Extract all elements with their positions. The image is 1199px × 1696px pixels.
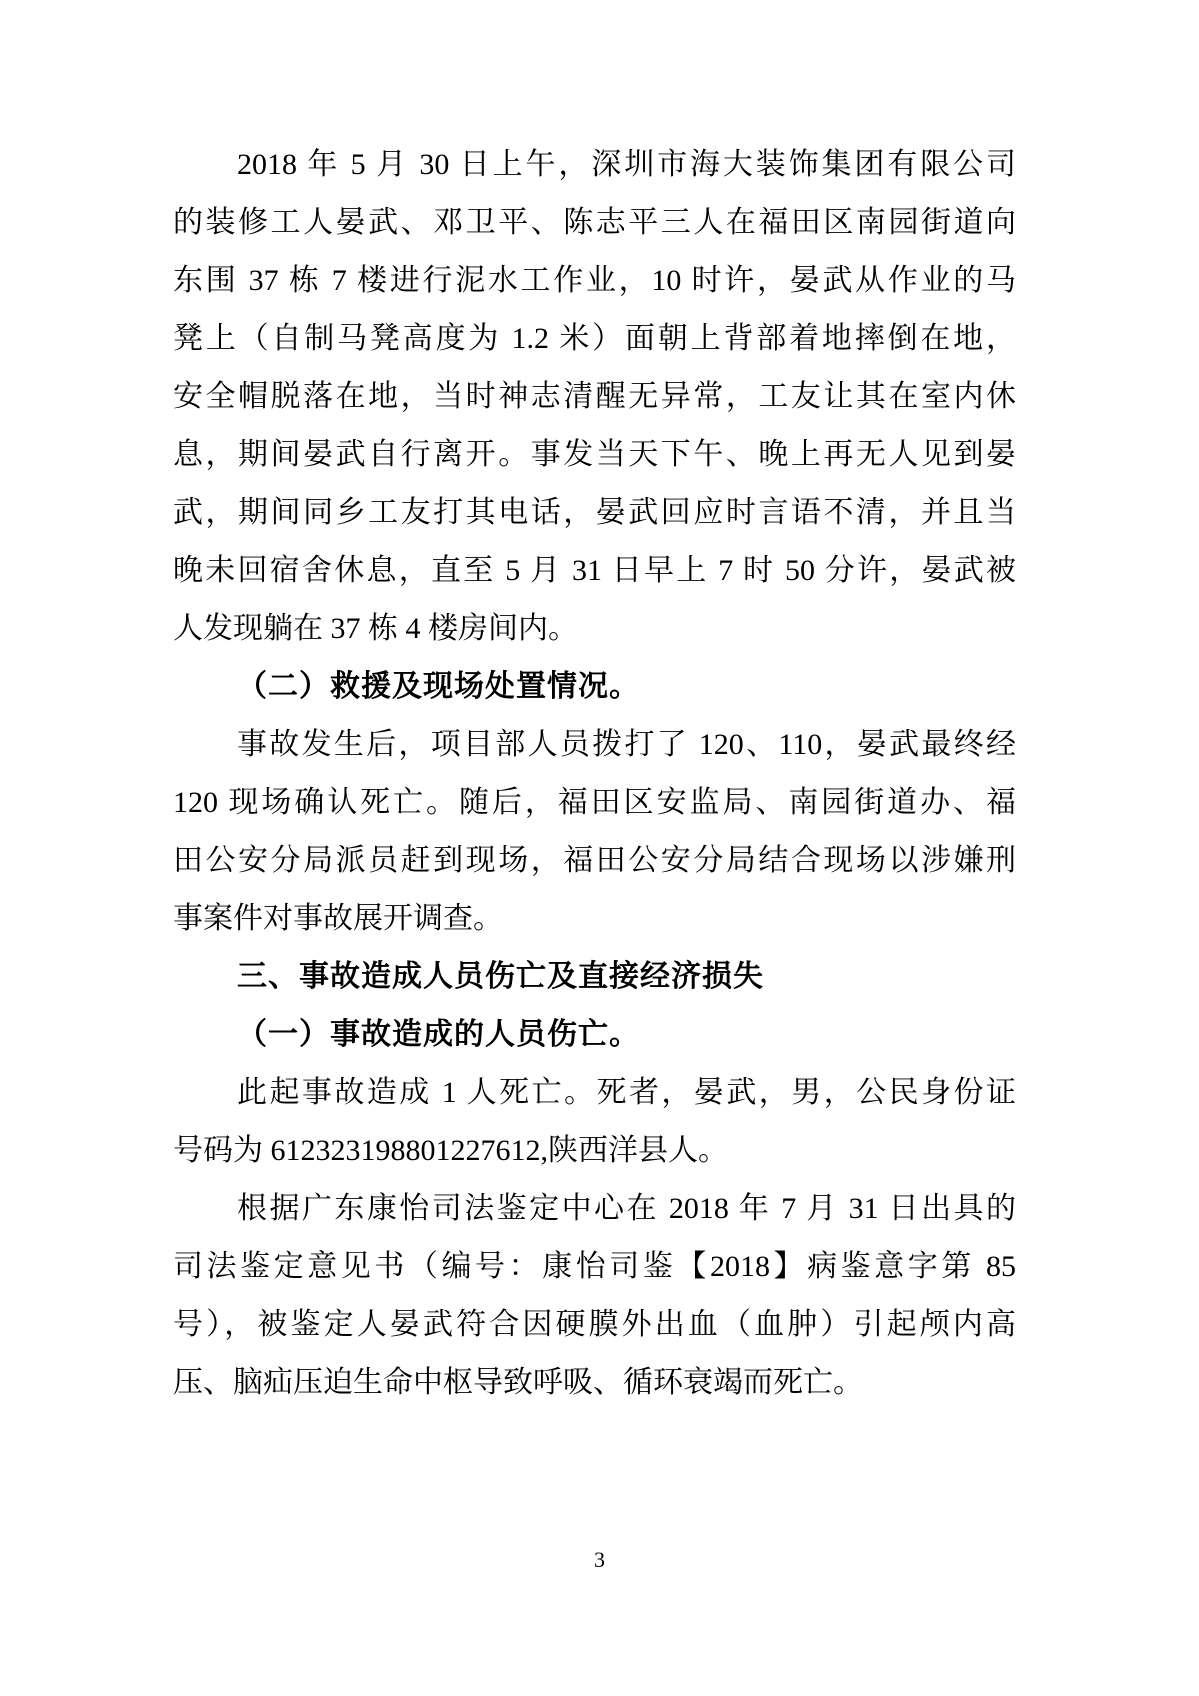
text-line: 号），被鉴定人晏武符合因硬膜外出血（血肿）引起颅内高 [173,1308,1016,1341]
text-line: 2018 年 5 月 30 日上午，深圳市海大装饰集团有限公司 [237,148,1016,181]
paragraph-rescue-response [173,716,1016,948]
section-heading-rescue: （二）救援及现场处置情况。 [237,670,640,703]
text-line: 事故发生后，项目部人员拨打了 120、110，晏武最终经 [237,728,1016,761]
text-line: 事案件对事故展开调查。 [173,902,503,935]
section-heading-casualties-sub: （一）事故造成的人员伤亡。 [237,1018,640,1051]
text-line: 的装修工人晏武、邓卫平、陈志平三人在福田区南园街道向 [173,206,1016,239]
paragraph-victim-info [173,1064,1016,1180]
text-line: 凳上（自制马凳高度为 1.2 米）面朝上背部着地摔倒在地， [173,322,1016,355]
text-line: 田公安分局派员赶到现场，福田公安分局结合现场以涉嫌刑 [173,844,1016,877]
text-line: 此起事故造成 1 人死亡。死者，晏武，男，公民身份证 [237,1076,1016,1109]
text-line: 晚未回宿舍休息，直至 5 月 31 日早上 7 时 50 分许，晏武被 [173,554,1016,587]
text-line: 安全帽脱落在地，当时神志清醒无异常，工友让其在室内休 [173,380,1016,413]
text-line: 120 现场确认死亡。随后，福田区安监局、南园街道办、福 [173,786,1016,819]
document-body [173,136,1016,1412]
text-line: 东围 37 栋 7 楼进行泥水工作业，10 时许，晏武从作业的马 [173,264,1016,297]
paragraph-accident-course [173,136,1016,658]
text-line: 司法鉴定意见书（编号：康怡司鉴【2018】病鉴意字第 85 [173,1250,1016,1283]
paragraph-forensic-opinion [173,1180,1016,1412]
text-line: 号码为 612323198801227612,陕西洋县人。 [173,1134,728,1167]
text-line: 息，期间晏武自行离开。事发当天下午、晚上再无人见到晏 [173,438,1016,471]
text-line: 人发现躺在 37 栋 4 楼房间内。 [173,612,578,645]
section-heading-casualties: 三、事故造成人员伤亡及直接经济损失 [237,960,764,993]
text-line: 根据广东康怡司法鉴定中心在 2018 年 7 月 31 日出具的 [237,1192,1016,1225]
text-line: 武，期间同乡工友打其电话，晏武回应时言语不清，并且当 [173,496,1016,529]
page-number: 3 [594,1547,605,1572]
text-line: 压、脑疝压迫生命中枢导致呼吸、循环衰竭而死亡。 [173,1366,863,1399]
